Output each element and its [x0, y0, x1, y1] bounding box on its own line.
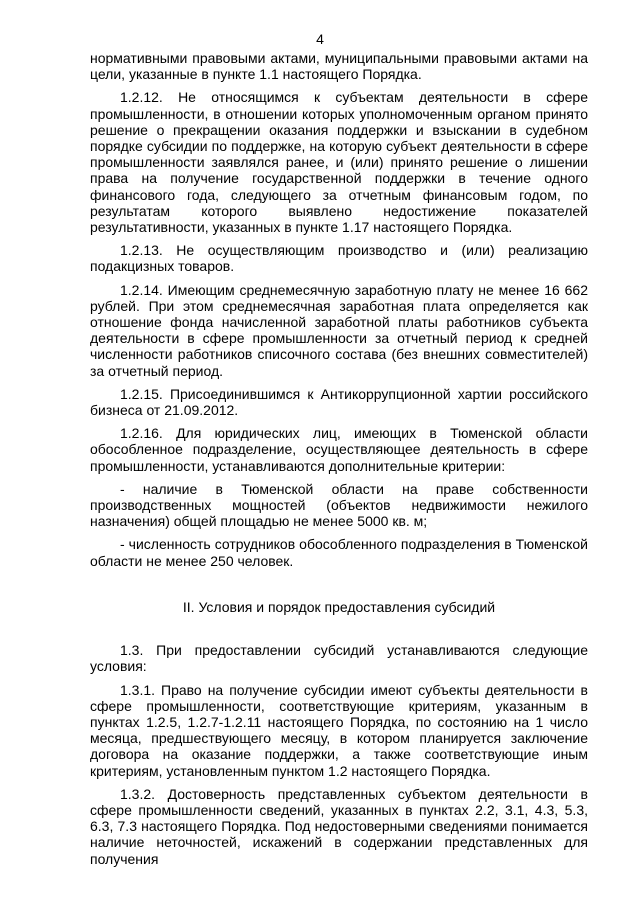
paragraph-1-2-12: 1.2.12. Не относящимся к субъектам деятельности в сфере промышленности, в отношении которых уполномоченным органом принято решение о прекращении оказания поддержки и взыскании в судебном порядке субсидии по поддержке, на которую субъект деятельности в сфере промышленности заявлялся ранее, и (или) принято решение о лишении права на получение государственной поддержки в течение одного финансового года, следующего за отчетным финансовым годом, по результатам которого выявлено недостижение показателей результативности, указанных в пункте 1.17 настоящего Порядка. [90, 89, 588, 236]
page-number: 4 [316, 31, 324, 47]
paragraph-1-2-13: 1.2.13. Не осуществляющим производство и (или) реализацию подакцизных товаров. [90, 242, 588, 275]
criteria-item-area: - наличие в Тюменской области на праве собственности производственных мощностей (объектов недвижимости нежилого назначения) общей площадью не менее 5000 кв. м; [90, 480, 588, 530]
criteria-item-staff: - численность сотрудников обособленного подразделения в Тюменской области не менее 250 человек. [90, 536, 588, 569]
paragraph-1-3-1: 1.3.1. Право на получение субсидии имеют субъекты деятельности в сфере промышленности, соответствующие критериям, указанным в пунктах 1.2.5, 1.2.7-1.2.11 настоящего Порядка, по состоянию на 1 число месяца, предшествующего месяцу, в котором планируется заключение договора на оказание поддержки, а также соответствующие иным критериям, установленным пунктом 1.2 настоящего Порядка. [90, 681, 588, 779]
document-body [90, 50, 588, 874]
paragraph-1-2-16: 1.2.16. Для юридических лиц, имеющих в Тюменской области обособленное подразделение, осуществляющее деятельность в сфере промышленности, устанавливаются дополнительные критерии: [90, 425, 588, 474]
paragraph-1-3: 1.3. При предоставлении субсидий устанавливаются следующие условия: [90, 642, 588, 675]
paragraph-1-2-14: 1.2.14. Имеющим среднемесячную заработную плату не менее 16 662 рублей. При этом среднемесячная заработная плата определяется как отношение фонда начисленной заработной платы работников субъекта деятельности в сфере промышленности за отчетный период к средней численности работников списочного состава (без внешних совместителей) за отчетный период. [90, 281, 588, 379]
paragraph-1-3-2: 1.3.2. Достоверность представленных субъектом деятельности в сфере промышленности сведений, указанных в пунктах 2.2, 3.1, 4.3, 5.3, 6.3, 7.3 настоящего Порядка. Под недостоверными сведениями понимается наличие неточностей, искажений в содержании представленных для получения [90, 785, 588, 867]
paragraph-1-2-15: 1.2.15. Присоединившимся к Антикоррупционной хартии российского бизнеса от 21.09.2012. [90, 385, 588, 419]
section-heading: II. Условия и порядок предоставления субсидий [182, 598, 496, 615]
paragraph-continuation: нормативными правовыми актами, муниципальными правовыми актами на цели, указанные в пункте 1.1 настоящего Порядка. [90, 50, 588, 83]
